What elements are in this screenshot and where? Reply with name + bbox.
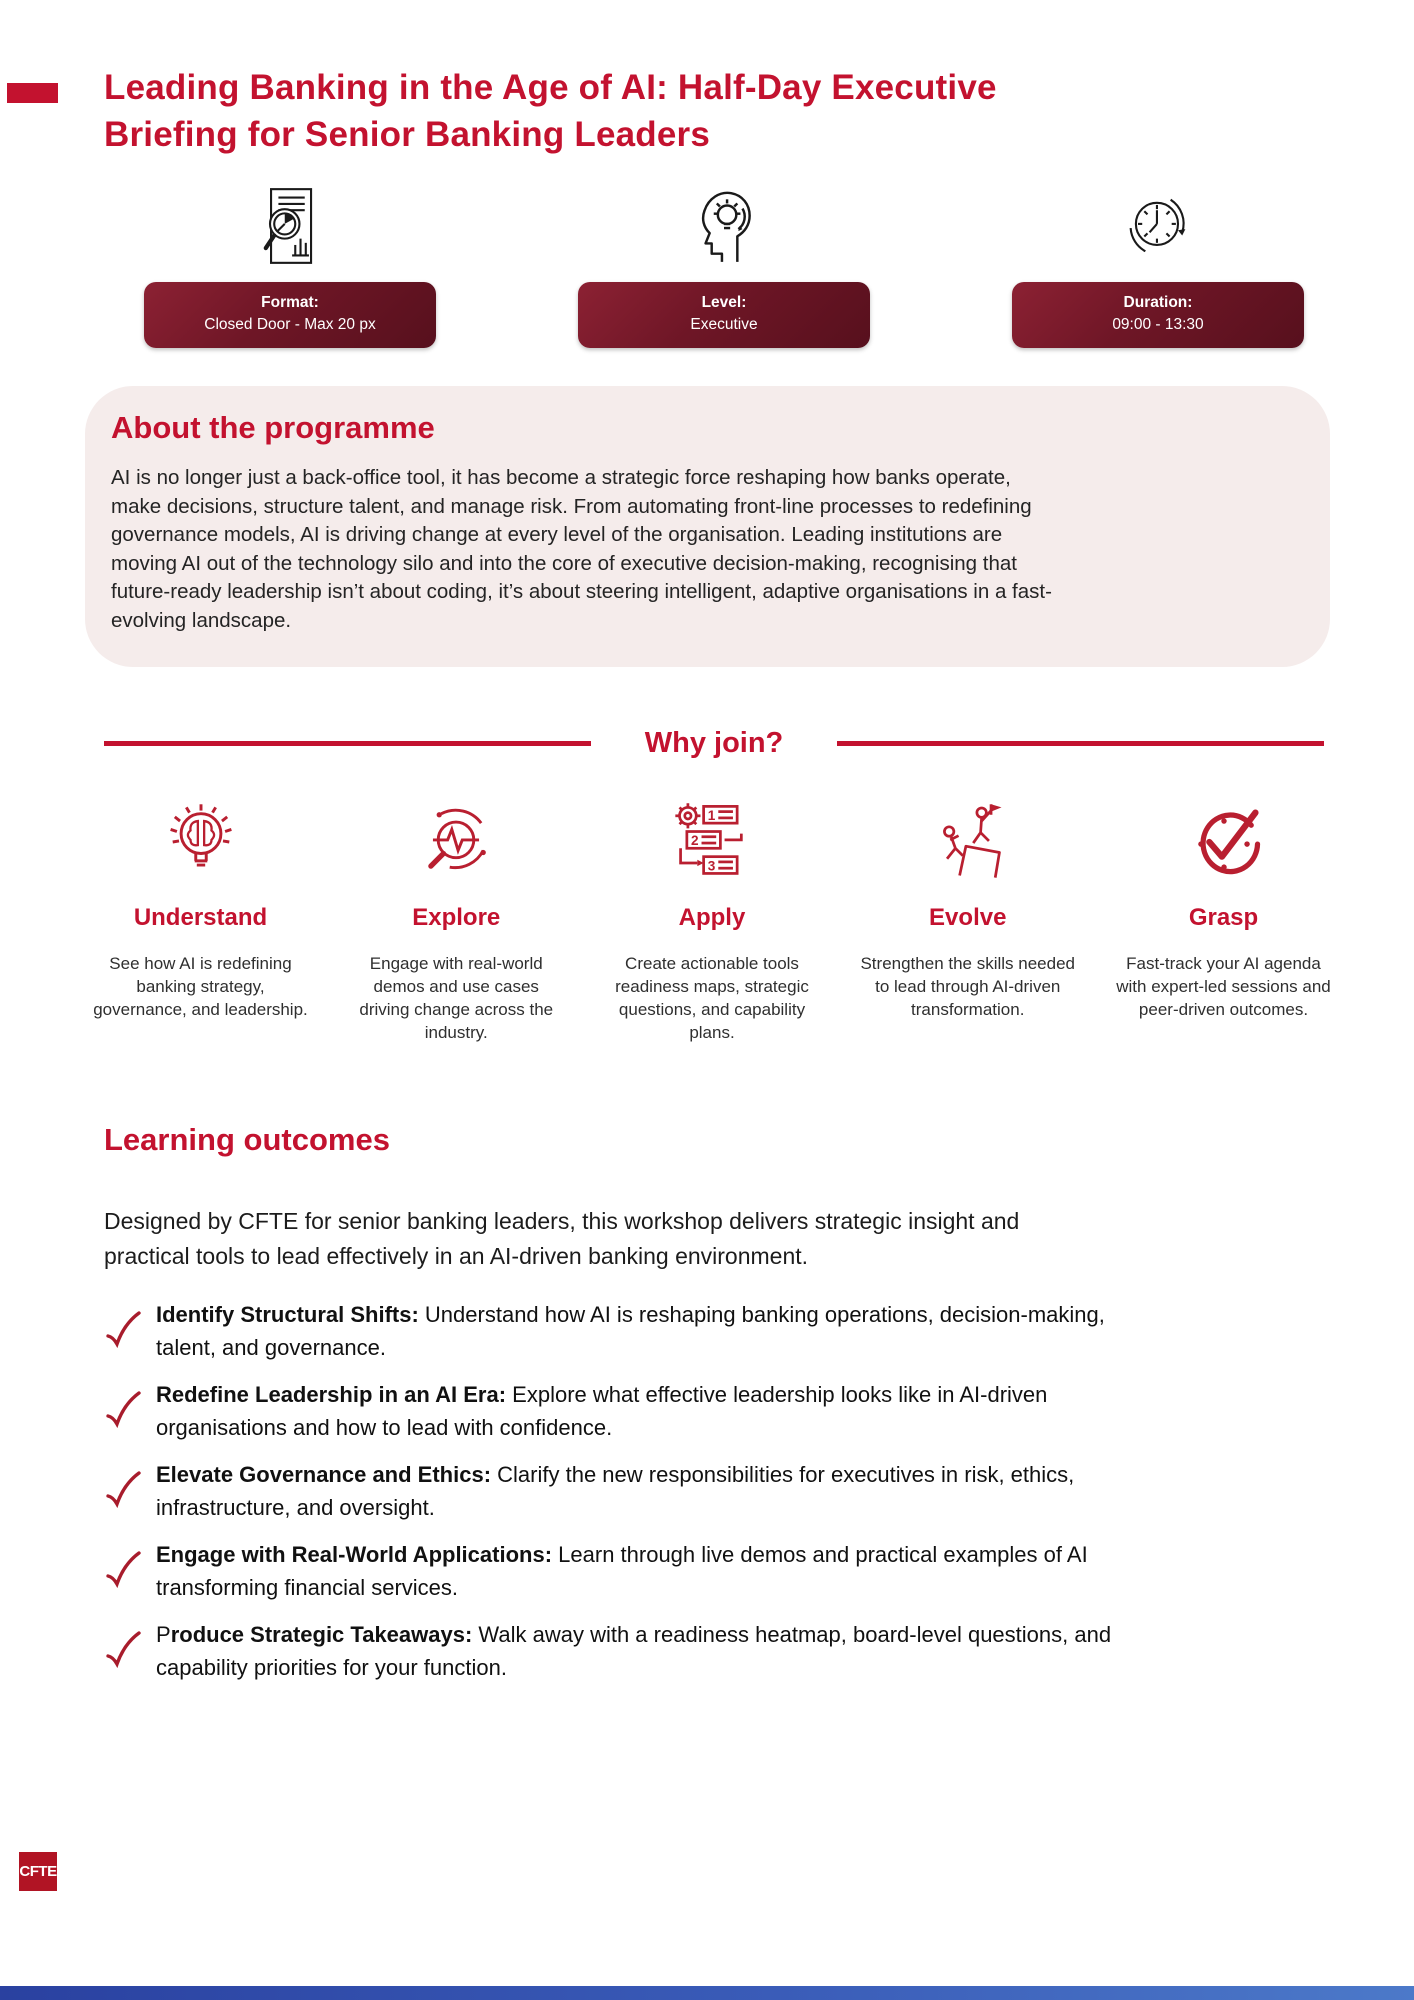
brain-bulb-icon: [88, 796, 313, 888]
outcome-item-structural-shifts: [104, 1298, 1324, 1364]
outcome-text: [156, 1298, 1146, 1364]
why-text-apply: Create actionable tools readiness maps, strategic questions, and capability plans.: [615, 954, 809, 1042]
outcome-item-strategic-takeaways: [104, 1618, 1324, 1684]
why-title-evolve: Evolve: [929, 904, 1007, 931]
check-icon: [104, 1458, 156, 1524]
why-text-explore: Engage with real-world demos and use cases driving change across the industry.: [359, 954, 554, 1042]
why-title-explore: Explore: [412, 904, 501, 931]
level-badge: [578, 282, 870, 348]
climb-steps-icon: [855, 796, 1080, 888]
outcome-body: Clarify the new responsibilities for executives in risk, ethics, infrastructure, and oversight.: [156, 1462, 1075, 1520]
page-title-line1: Leading Banking in the Age of AI: Half-Day Executive: [104, 68, 997, 107]
duration-badge: [1012, 282, 1304, 348]
about-programme-section: [85, 386, 1330, 667]
outcome-item-real-world-applications: [104, 1538, 1324, 1604]
why-col-apply: [600, 796, 825, 1044]
why-col-understand: [88, 796, 313, 1044]
about-body-text: AI is no longer just a back-office tool, it has become a strategic force reshaping how banks operate, make decisions, structure talent, and manage risk. From automating front-line processes to redefining governance models, AI is driving change at every level of the organisation. Leading institutions are moving AI out of the technology silo and into the core of executive decision-making, recognising that future-ready leadership isn’t about coding, it’s about steering intelligent, adaptive organisations in a fast-evolving landscape.: [111, 466, 1052, 632]
outcome-item-governance-ethics: [104, 1458, 1324, 1524]
info-badges-row: [144, 184, 1304, 348]
outcome-lead: Engage with Real-World Applications:: [156, 1542, 553, 1567]
outcome-body: Understand how AI is reshaping banking operations, decision-making, talent, and governance.: [156, 1302, 1105, 1360]
svg-text:1: 1: [707, 808, 716, 823]
left-rule: [104, 741, 591, 746]
outcome-lead: Identify Structural Shifts:: [156, 1302, 419, 1327]
footer-accent-bar: [0, 1986, 1414, 2000]
why-text-grasp: Fast-track your AI agenda with expert-led sessions and peer-driven outcomes.: [1116, 954, 1331, 1019]
svg-text:2: 2: [691, 833, 699, 849]
outcome-text: [156, 1618, 1146, 1684]
duration-value: 09:00 - 13:30: [1112, 316, 1204, 333]
why-join-heading: Why join?: [644, 727, 784, 759]
check-icon: [104, 1298, 156, 1364]
why-text-understand: See how AI is redefining banking strategy, governance, and leadership.: [93, 954, 308, 1019]
magnifier-pulse-icon: [344, 796, 569, 888]
learning-outcomes-heading: Learning outcomes: [104, 1122, 390, 1157]
outcome-lead: Produce Strategic Takeaways:: [156, 1622, 473, 1647]
outcome-text: [156, 1538, 1146, 1604]
outcome-text: [156, 1378, 1146, 1444]
why-col-explore: [344, 796, 569, 1044]
about-heading: About the programme: [111, 410, 435, 445]
level-value: Executive: [690, 316, 758, 333]
clock-check-icon: [1111, 796, 1336, 888]
clock-refresh-icon: [1122, 184, 1194, 266]
outcome-body: Walk away with a readiness heatmap, board-level questions, and capability priorities for your function.: [156, 1622, 1112, 1680]
right-rule: [837, 741, 1324, 746]
why-join-grid: [88, 796, 1336, 1044]
why-title-understand: Understand: [133, 904, 268, 931]
head-lightbulb-icon: [691, 184, 757, 266]
level-label: Level:: [701, 294, 747, 311]
learning-intro-text: Designed by CFTE for senior banking leaders, this workshop delivers strategic insight and practical tools to lead effectively in an AI-driven banking environment.: [104, 1208, 1020, 1269]
format-value: Closed Door - Max 20 px: [204, 316, 376, 333]
duration-column: [1012, 184, 1304, 348]
format-badge: [144, 282, 436, 348]
why-title-grasp: Grasp: [1188, 904, 1259, 931]
format-label: Format:: [261, 294, 319, 311]
top-accent-bar: [7, 83, 58, 103]
outcome-lead: Redefine Leadership in an AI Era:: [156, 1382, 507, 1407]
page-title-line2: Briefing for Senior Banking Leaders: [104, 115, 710, 154]
why-text-evolve: Strengthen the skills needed to lead through AI-driven transformation.: [860, 954, 1076, 1019]
why-title-apply: Apply: [678, 904, 746, 931]
learning-outcomes-list: [104, 1298, 1324, 1684]
check-icon: [104, 1378, 156, 1444]
level-column: [578, 184, 870, 348]
format-column: [144, 184, 436, 348]
why-col-evolve: [855, 796, 1080, 1044]
report-magnifier-icon: [254, 184, 326, 266]
outcome-item-redefine-leadership: [104, 1378, 1324, 1444]
outcome-text: [156, 1458, 1146, 1524]
why-col-grasp: [1111, 796, 1336, 1044]
cfte-logo: CFTE: [19, 1852, 57, 1891]
check-icon: [104, 1618, 156, 1684]
check-icon: [104, 1538, 156, 1604]
outcome-body: Learn through live demos and practical examples of AI transforming financial services.: [156, 1542, 1088, 1600]
outcome-body: Explore what effective leadership looks like in AI-driven organisations and how to lead with confidence.: [156, 1382, 1048, 1440]
why-join-header: [104, 727, 1324, 760]
duration-label: Duration:: [1123, 294, 1193, 311]
outcome-lead: Elevate Governance and Ethics:: [156, 1462, 492, 1487]
gear-checklist-icon: [600, 796, 825, 888]
page-title: [0, 0, 1414, 158]
svg-text:3: 3: [707, 858, 716, 874]
